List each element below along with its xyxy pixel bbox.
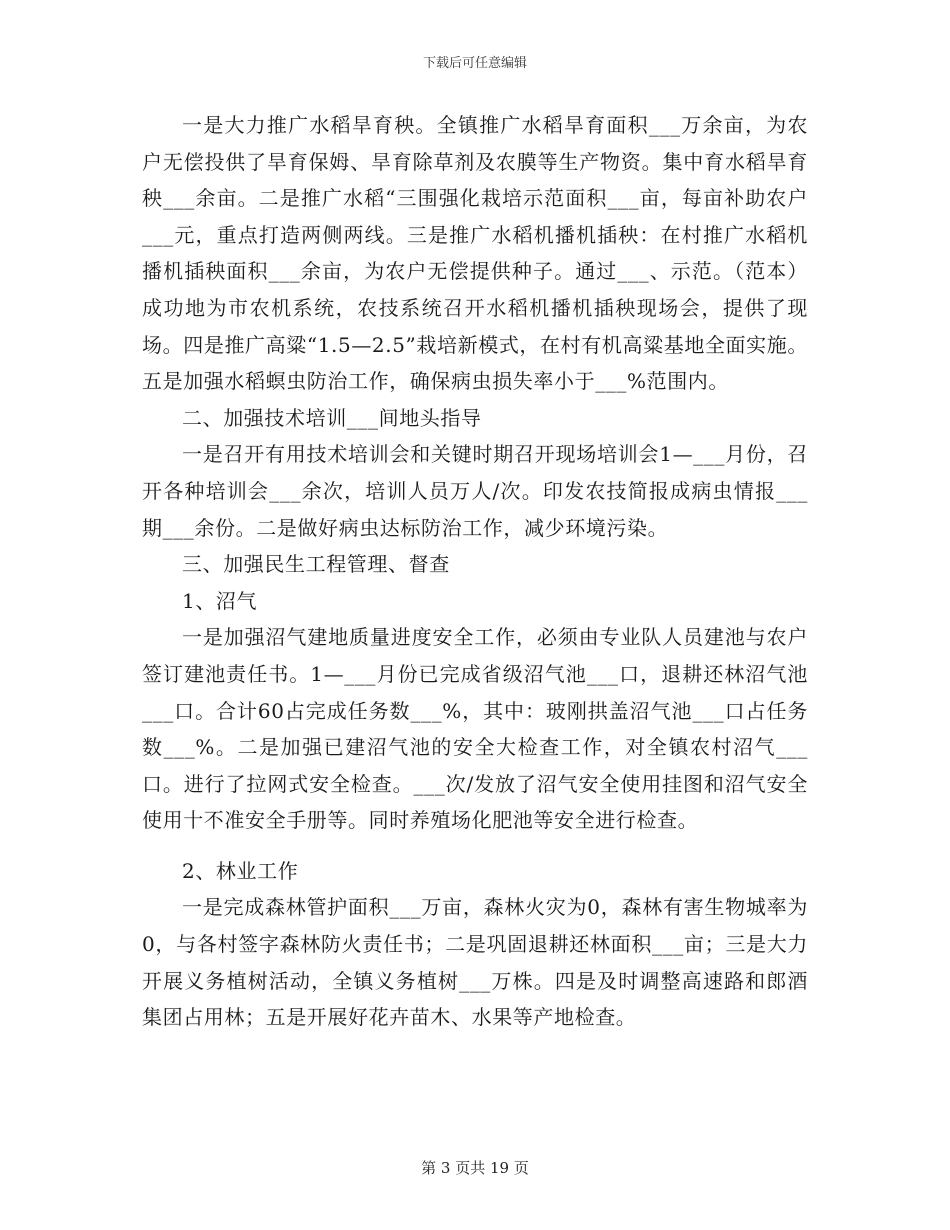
section-heading-livelihood: 三、加强民生工程管理、督查 [182,552,450,577]
paragraph-biogas: 一是加强沼气建地质量进度安全工作，必须由专业队人员建池与农户签订建池责任书。1—___月份已完成省级沼气池___口，退耕还林沼气池___口。合计60占完成任务数___%，其中：玻刚拱盖沼气池___口占任务数___%。二是加强已建沼气池的安全大检查工作，对全镇农村沼气___口。进行了拉网式安全检查。___次/发放了沼气安全使用挂图和沼气安全使用十不准安全手册等。同时养殖场化肥池等安全进行检查。 [142,625,808,833]
paragraph-training: 一是召开有用技术培训会和关键时期召开现场培训会1—___月份，召开各种培训会___余次，培训人员万人/次。印发农技简报成病虫情报___期___余份。二是做好病虫达标防治工作，减少环境污染。 [142,442,808,540]
subheading-forestry: 2、林业工作 [182,858,299,883]
document-body [142,107,808,1036]
subheading-biogas: 1、沼气 [182,588,258,613]
page-header: 下载后可任意编辑 [422,56,527,71]
paragraph-rice-promotion: 一是大力推广水稻旱育秧。全镇推广水稻旱育面积___万余亩，为农户无偿投供了旱育保姆、旱育除草剂及农膜等生产物资。集中育水稻旱育秧___余亩。二是推广水稻“三围强化栽培示范面积___亩，每亩补助农户___元，重点打造两侧两线。三是推广水稻机播机插秧：在村推广水稻机播机插秧面积___余亩，为农户无偿提供种子。通过___、示范。（范本）成功地为市农机系统，农技系统召开水稻机播机插秧现场会，提供了现场。四是推广高粱“1.5—2.5”栽培新模式，在村有机高粱基地全面实施。五是加强水稻螟虫防治工作，确保病虫损失率小于___%范围内。 [142,113,808,394]
section-heading-training: 二、加强技术培训___间地头指导 [182,405,482,430]
page-footer: 第 3 页共 19 页 [421,1159,529,1177]
paragraph-forestry: 一是完成森林管护面积___万亩，森林火灾为0，森林有害生物城率为0，与各村签字森林防火责任书；二是巩固退耕还林面积___亩；三是大力开展义务植树活动，全镇义务植树___万株。四是及时调整高速路和郎酒集团占用林；五是开展好花卉苗木、水果等产地检查。 [142,895,808,1030]
